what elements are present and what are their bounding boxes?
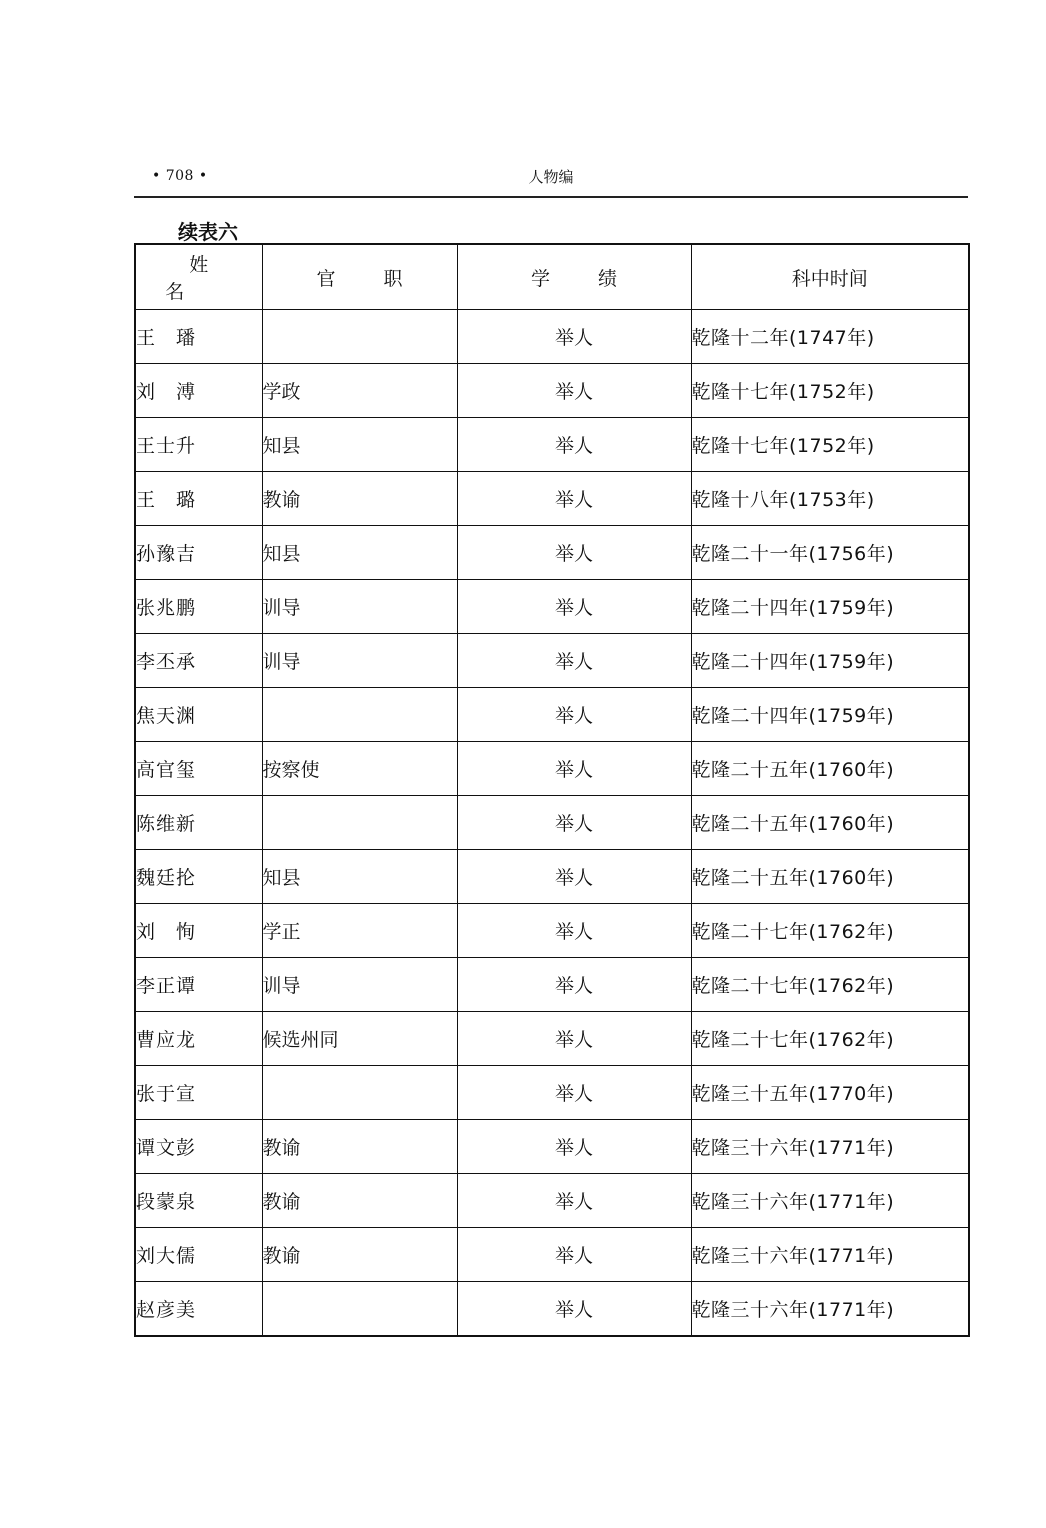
page-number: • 708 • xyxy=(152,168,208,184)
table-row xyxy=(135,742,969,796)
exam-time-cell: 乾隆二十五年(1760年) xyxy=(691,850,969,904)
table-row xyxy=(135,364,969,418)
table-row xyxy=(135,958,969,1012)
degree-cell: 举人 xyxy=(457,418,691,472)
office-cell: 知县 xyxy=(262,418,457,472)
degree-cell: 举人 xyxy=(457,1012,691,1066)
office-cell: 教谕 xyxy=(262,1120,457,1174)
exam-time-cell: 乾隆二十四年(1759年) xyxy=(691,688,969,742)
exam-time-cell: 乾隆十七年(1752年) xyxy=(691,364,969,418)
office-cell xyxy=(262,688,457,742)
table-body xyxy=(135,310,969,1337)
degree-cell: 举人 xyxy=(457,1228,691,1282)
name-cell: 高官玺 xyxy=(135,742,262,796)
name-cell: 段蒙泉 xyxy=(135,1174,262,1228)
degree-cell: 举人 xyxy=(457,1066,691,1120)
table-row xyxy=(135,1120,969,1174)
office-cell xyxy=(262,1066,457,1120)
degree-cell: 举人 xyxy=(457,1174,691,1228)
degree-cell: 举人 xyxy=(457,310,691,364)
column-header-office: 官职 xyxy=(262,244,457,310)
name-cell: 魏廷抡 xyxy=(135,850,262,904)
name-cell: 陈维新 xyxy=(135,796,262,850)
column-header-time: 科中时间 xyxy=(691,244,969,310)
degree-cell: 举人 xyxy=(457,904,691,958)
exam-time-cell: 乾隆二十一年(1756年) xyxy=(691,526,969,580)
degree-cell: 举人 xyxy=(457,580,691,634)
exam-time-cell: 乾隆三十六年(1771年) xyxy=(691,1282,969,1337)
office-cell xyxy=(262,1282,457,1337)
name-cell: 孙豫吉 xyxy=(135,526,262,580)
table-row xyxy=(135,904,969,958)
degree-cell: 举人 xyxy=(457,958,691,1012)
exam-time-cell: 乾隆二十四年(1759年) xyxy=(691,580,969,634)
exam-time-cell: 乾隆二十七年(1762年) xyxy=(691,958,969,1012)
exam-time-cell: 乾隆十二年(1747年) xyxy=(691,310,969,364)
degree-cell: 举人 xyxy=(457,850,691,904)
table-row xyxy=(135,796,969,850)
office-cell: 学正 xyxy=(262,904,457,958)
table-header-row xyxy=(135,244,969,310)
degree-cell: 举人 xyxy=(457,472,691,526)
table-row xyxy=(135,1282,969,1337)
office-cell: 教谕 xyxy=(262,1174,457,1228)
office-cell xyxy=(262,796,457,850)
table-row xyxy=(135,310,969,364)
exam-time-cell: 乾隆十七年(1752年) xyxy=(691,418,969,472)
table-caption: 续表六 xyxy=(178,220,238,244)
exam-time-cell: 乾隆三十六年(1771年) xyxy=(691,1120,969,1174)
column-header-name: 姓名 xyxy=(135,244,262,310)
degree-cell: 举人 xyxy=(457,526,691,580)
exam-time-cell: 乾隆二十五年(1760年) xyxy=(691,796,969,850)
name-cell: 王士升 xyxy=(135,418,262,472)
exam-time-cell: 乾隆二十七年(1762年) xyxy=(691,1012,969,1066)
table-row xyxy=(135,850,969,904)
office-cell: 教谕 xyxy=(262,1228,457,1282)
table-row xyxy=(135,1228,969,1282)
exam-time-cell: 乾隆二十五年(1760年) xyxy=(691,742,969,796)
office-cell: 知县 xyxy=(262,850,457,904)
table-row xyxy=(135,688,969,742)
office-cell: 学政 xyxy=(262,364,457,418)
name-cell: 王 璠 xyxy=(135,310,262,364)
name-cell: 焦天渊 xyxy=(135,688,262,742)
name-cell: 王 璐 xyxy=(135,472,262,526)
column-header-degree: 学绩 xyxy=(457,244,691,310)
table-row xyxy=(135,634,969,688)
degree-cell: 举人 xyxy=(457,1120,691,1174)
exam-time-cell: 乾隆二十七年(1762年) xyxy=(691,904,969,958)
name-cell: 赵彦美 xyxy=(135,1282,262,1337)
name-cell: 刘大儒 xyxy=(135,1228,262,1282)
roster-table xyxy=(134,243,970,1337)
exam-time-cell: 乾隆二十四年(1759年) xyxy=(691,634,969,688)
table-row xyxy=(135,1012,969,1066)
office-cell: 候选州同 xyxy=(262,1012,457,1066)
office-cell: 训导 xyxy=(262,958,457,1012)
name-cell: 刘 恂 xyxy=(135,904,262,958)
office-cell xyxy=(262,310,457,364)
office-cell: 教谕 xyxy=(262,472,457,526)
page-header xyxy=(134,160,968,198)
degree-cell: 举人 xyxy=(457,742,691,796)
office-cell: 知县 xyxy=(262,526,457,580)
exam-time-cell: 乾隆十八年(1753年) xyxy=(691,472,969,526)
table-row xyxy=(135,580,969,634)
table-row xyxy=(135,526,969,580)
table-row xyxy=(135,472,969,526)
name-cell: 李丕承 xyxy=(135,634,262,688)
name-cell: 刘 溥 xyxy=(135,364,262,418)
degree-cell: 举人 xyxy=(457,796,691,850)
office-cell: 按察使 xyxy=(262,742,457,796)
degree-cell: 举人 xyxy=(457,364,691,418)
office-cell: 训导 xyxy=(262,634,457,688)
exam-time-cell: 乾隆三十六年(1771年) xyxy=(691,1228,969,1282)
name-cell: 谭文彭 xyxy=(135,1120,262,1174)
exam-time-cell: 乾隆三十六年(1771年) xyxy=(691,1174,969,1228)
degree-cell: 举人 xyxy=(457,1282,691,1337)
name-cell: 曹应龙 xyxy=(135,1012,262,1066)
table-row xyxy=(135,1066,969,1120)
table-row xyxy=(135,418,969,472)
exam-time-cell: 乾隆三十五年(1770年) xyxy=(691,1066,969,1120)
table-row xyxy=(135,1174,969,1228)
degree-cell: 举人 xyxy=(457,634,691,688)
section-title: 人物编 xyxy=(528,168,574,186)
degree-cell: 举人 xyxy=(457,688,691,742)
name-cell: 张于宣 xyxy=(135,1066,262,1120)
office-cell: 训导 xyxy=(262,580,457,634)
name-cell: 李正谭 xyxy=(135,958,262,1012)
name-cell: 张兆鹏 xyxy=(135,580,262,634)
